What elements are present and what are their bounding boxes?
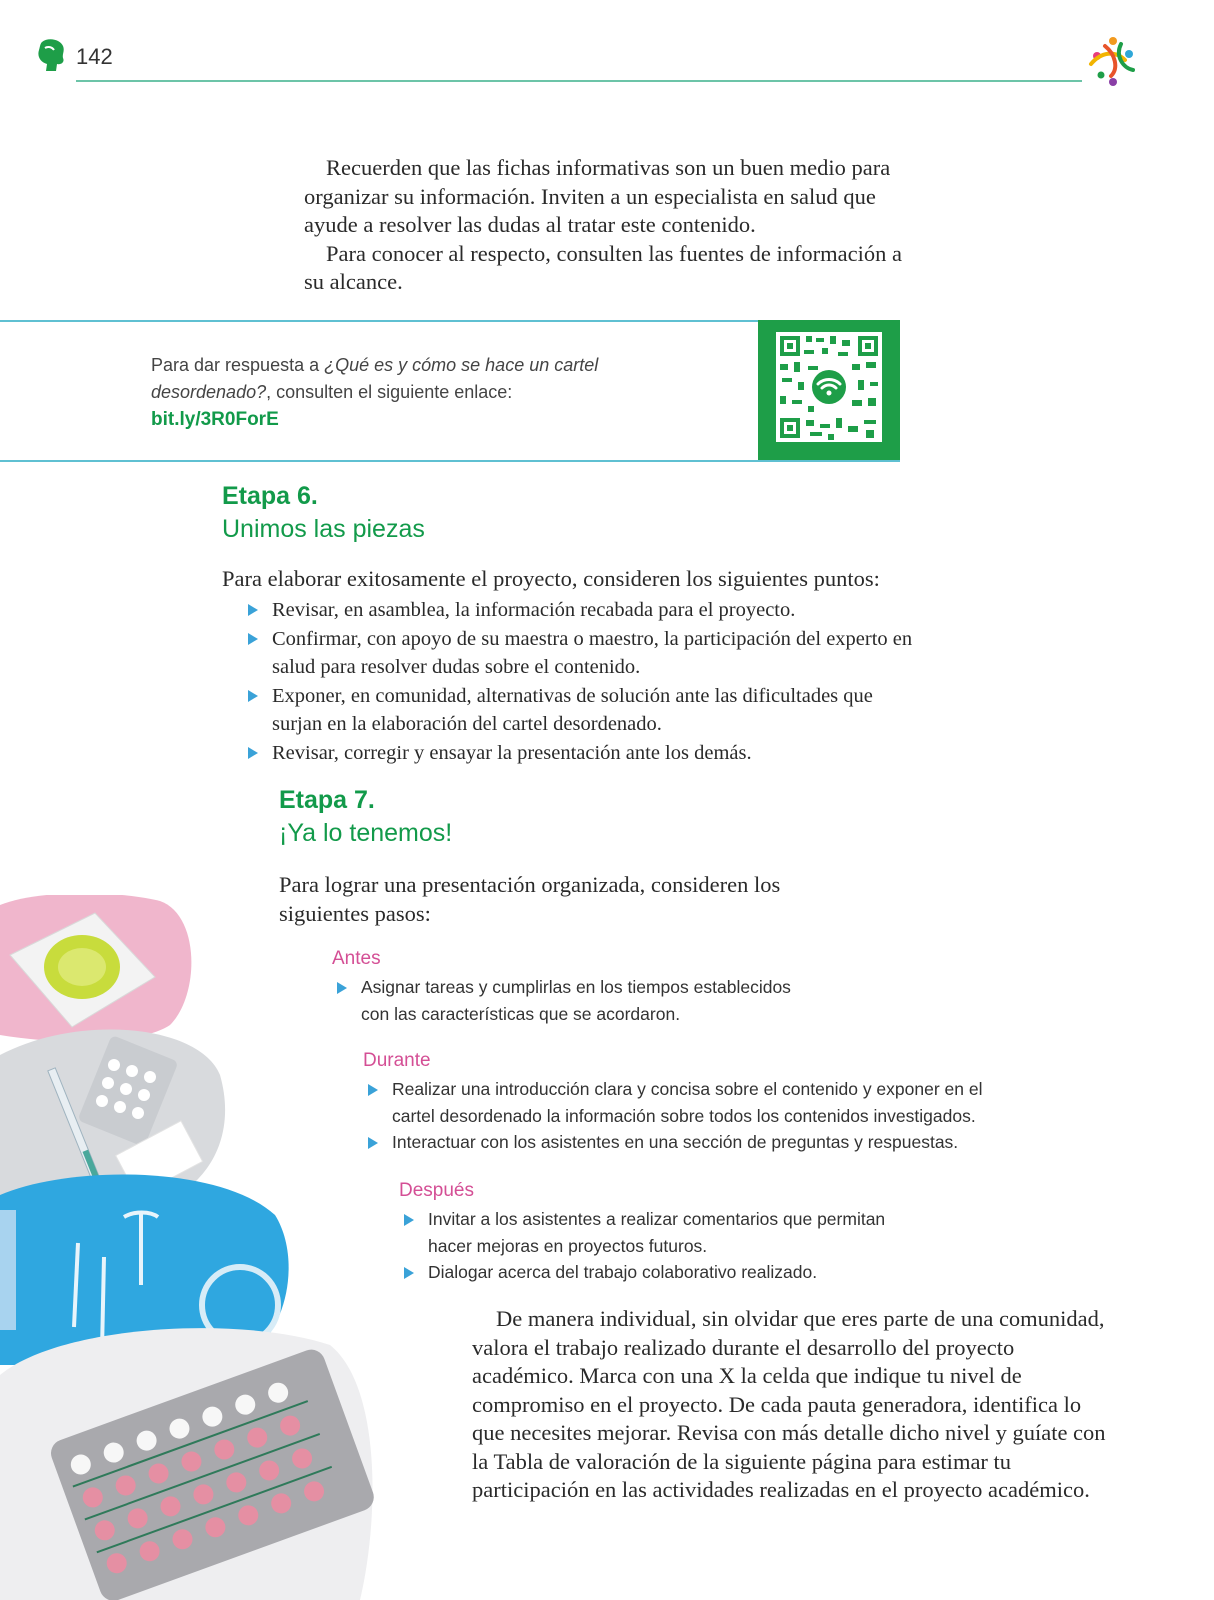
closing-text: [472, 1305, 1112, 1505]
green-silhouette-icon: [36, 38, 66, 72]
page-number: 142: [76, 44, 113, 69]
intro-paragraph-1: Recuerden que las fichas informativas son un buen medio para organizar su información. Inviten a un especialista en salud que ayude a resolver las dudas al tratar este contenido.: [304, 155, 891, 237]
link-text-italic: ¿Qué es y cómo se hace un cartel desordenado?: [151, 355, 599, 402]
intro-paragraph-2: Para conocer al respecto, consulten las fuentes de información a su alcance.: [304, 240, 903, 294]
qr-panel[interactable]: [758, 320, 900, 460]
etapa7-intro: Para lograr una presentación organizada, consideren los siguientes pasos:: [279, 872, 781, 926]
etapa7-number: Etapa 7.: [279, 786, 375, 814]
bullet-arrow-icon: [404, 1214, 414, 1226]
closing-paragraph: De manera individual, sin olvidar que eres parte de una comunidad, valora el trabajo realizado durante el desarrollo del proyecto académico. Marca con una X la celda que indique tu nivel de compromiso en el proyecto. De cada pauta generadora, identifica lo que necesites mejorar. Revisa con más detalle dicho nivel y guíate con la Tabla de valoración de la siguiente página para estimar tu participación en las actividades realizadas en el proyecto académico.: [472, 1306, 1106, 1502]
link-text-after: , consulten el siguiente enlace:: [266, 382, 513, 402]
list-item: Realizar una introducción clara y concisa sobre el contenido y exponer en el cartel desordenado la información sobre todos los contenidos investigados.: [364, 1076, 1009, 1129]
list-item: Revisar, en asamblea, la información recabada para el proyecto.: [244, 596, 924, 625]
bullet-arrow-icon: [248, 633, 258, 645]
etapa6-title: Unimos las piezas: [222, 515, 425, 543]
list-item: Asignar tareas y cumplirlas en los tiempos establecidos con las características que se acordaron.: [333, 974, 803, 1027]
colorful-figures-icon: [1085, 32, 1141, 88]
antes-list: [333, 974, 803, 1027]
list-item: Invitar a los asistentes a realizar comentarios que permitan hacer mejoras en proyectos futuros.: [400, 1206, 920, 1259]
list-item: Interactuar con los asistentes en una sección de preguntas y respuestas.: [364, 1129, 1009, 1156]
durante-heading: Durante: [363, 1050, 431, 1071]
bullet-arrow-icon: [248, 690, 258, 702]
bullet-arrow-icon: [404, 1267, 414, 1279]
etapa7-title: ¡Ya lo tenemos!: [279, 819, 453, 847]
durante-list: [364, 1076, 1009, 1156]
bullet-arrow-icon: [248, 604, 258, 616]
list-item: Revisar, corregir y ensayar la presentación ante los demás.: [244, 739, 924, 768]
contraceptives-photo: [0, 895, 380, 1600]
header-divider: [76, 80, 1082, 82]
etapa6-number: Etapa 6.: [222, 482, 318, 510]
despues-heading: Después: [399, 1180, 474, 1201]
antes-heading: Antes: [332, 948, 381, 969]
intro-text: [304, 154, 904, 297]
list-item: Exponer, en comunidad, alternativas de solución ante las dificultades que surjan en la elaboración del cartel desordenado.: [244, 682, 924, 739]
despues-list: [400, 1206, 920, 1286]
link-url[interactable]: bit.ly/3R0ForE: [151, 409, 279, 430]
list-item: Confirmar, con apoyo de su maestra o maestro, la participación del experto en salud para resolver dudas sobre el contenido.: [244, 625, 924, 682]
etapa6-list: [244, 596, 924, 767]
link-text-before: Para dar respuesta a: [151, 355, 325, 375]
bullet-arrow-icon: [248, 747, 258, 759]
etapa6-intro: Para elaborar exitosamente el proyecto, consideren los siguientes puntos:: [222, 566, 880, 591]
qr-code-icon: [758, 320, 900, 460]
link-box-text: [151, 352, 711, 433]
list-item: Dialogar acerca del trabajo colaborativo realizado.: [400, 1259, 920, 1286]
